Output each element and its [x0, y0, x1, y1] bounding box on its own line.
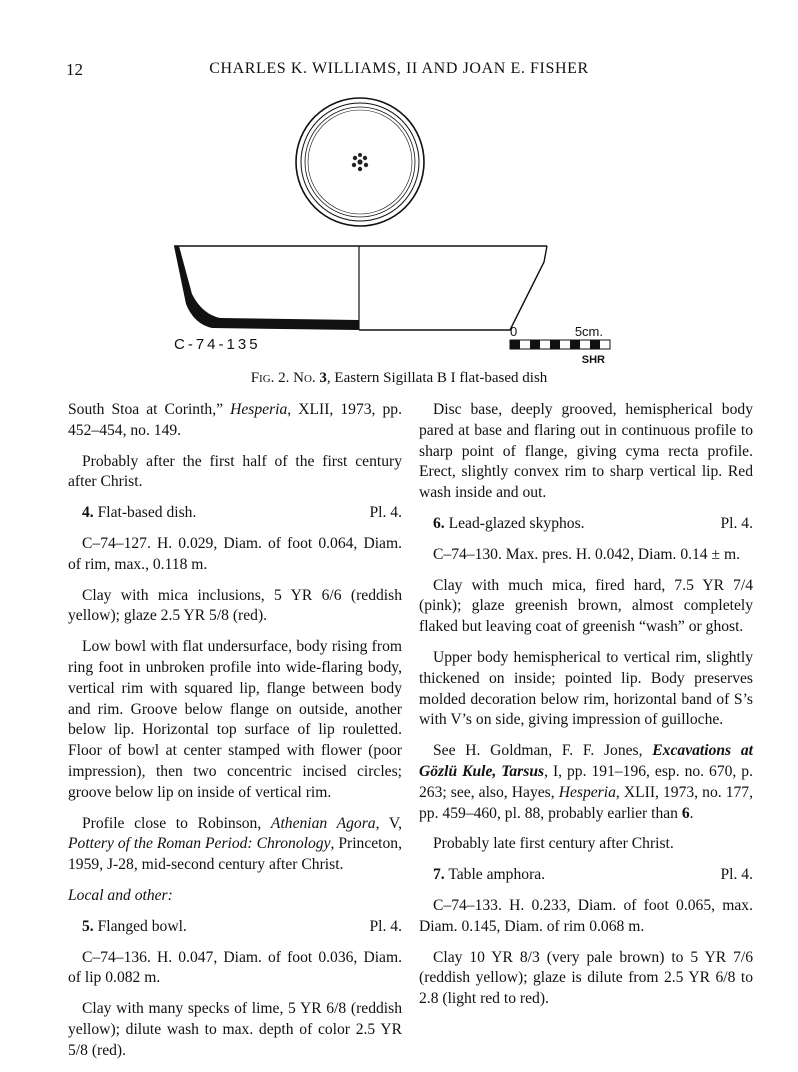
draftsman-initials: SHR — [581, 354, 605, 366]
page-number: 12 — [66, 60, 83, 79]
caption-text: , Eastern Sigillata B I flat-based dish — [326, 370, 548, 386]
plate-ref: Pl. 4. — [369, 504, 402, 522]
paragraph: See H. Goldman, F. F. Jones, Excavations at Gözlü Kule, Tarsus, I, pp. 191–196, esp. no. 670, p. 263; see, also, Hayes, Hesperia, XLII, 1973, no. 177, pp. 459–460, pl. 88, probably earlier than 6. — [419, 742, 753, 822]
dish-profile — [174, 246, 547, 330]
left-column — [68, 400, 402, 1072]
caption-prefix: Fig. 2. No. — [250, 370, 320, 386]
paragraph: Disc base, deeply grooved, hemispherical body pared at base and flaring out in continuous profile to sharp point of flange, giving cyma recta profile. Erect, slightly convex rim to sharp vertical lip. Red wash inside and out. — [419, 401, 753, 502]
stamp-flower — [352, 153, 368, 171]
plate-ref: Pl. 4. — [720, 866, 753, 884]
entry-heading-4: 4. Flat-based dish. Pl. 4. — [68, 503, 402, 524]
caption-number: 3 — [319, 370, 327, 386]
scale-bar — [510, 324, 610, 366]
entry-heading-6: 6. Lead-glazed skyphos. Pl. 4. — [419, 514, 753, 535]
paragraph: Clay with much mica, fired hard, 7.5 YR 7/4 (pink); glaze greenish brown, almost completely flaked but leaving coat of greenish “wash” or ghost. — [419, 576, 753, 636]
paragraph: Probably after the first half of the first century after Christ. — [68, 452, 402, 491]
paragraph: C–74–136. H. 0.047, Diam. of foot 0.036, Diam. of lip 0.082 m. — [68, 948, 402, 987]
paragraph: South Stoa at Corinth,” Hesperia, XLII, 1973, pp. 452–454, no. 149. — [68, 401, 402, 439]
page-header — [0, 60, 798, 86]
scale-five: 5cm. — [574, 324, 603, 339]
paragraph: C–74–127. H. 0.029, Diam. of foot 0.064, Diam. of rim, max., 0.118 m. — [68, 534, 402, 573]
figure-caption — [0, 370, 798, 387]
paragraph: Upper body hemispherical to vertical rim, slightly thickened on inside; pointed lip. Body preserves molded decoration below rim, horizontal band of S’s with V’s on side, giving impression of guilloche. — [419, 648, 753, 729]
paragraph: C–74–133. H. 0.233, Diam. of foot 0.065, max. Diam. 0.145, Diam. of rim 0.068 m. — [419, 896, 753, 935]
section-heading: Local and other: — [68, 886, 173, 904]
plate-ref: Pl. 4. — [369, 917, 402, 935]
plate-ref: Pl. 4. — [720, 514, 753, 532]
paragraph: Clay with many specks of lime, 5 YR 6/8 (reddish yellow); dilute wash to max. depth of color 2.5 YR 5/8 (red). — [68, 1000, 402, 1059]
paragraph: Profile close to Robinson, Athenian Agora, V, Pottery of the Roman Period: Chronology, Princeton, 1959, J-28, mid-second century after Christ. — [68, 814, 402, 874]
pottery-drawing — [160, 94, 605, 369]
entry-heading-5: 5. Flanged bowl. Pl. 4. — [68, 917, 402, 938]
paragraph: Clay 10 YR 8/3 (very pale brown) to 5 YR 7/6 (reddish yellow); glaze is dilute from 2.5 YR 6/8 to 2.8 (light red to red). — [419, 948, 753, 1008]
entry-heading-7: 7. Table amphora. Pl. 4. — [419, 865, 753, 886]
running-head: CHARLES K. WILLIAMS, II AND JOAN E. FISHER — [209, 60, 589, 77]
paragraph: Probably late first century after Christ. — [433, 835, 674, 853]
scale-zero: 0 — [510, 324, 518, 339]
right-column — [419, 400, 753, 1020]
paragraph: Low bowl with flat undersurface, body rising from ring foot in unbroken profile into wide-flaring body, vertical rim with squared lip, flange between body and rim. Groove below flange on outside, another below lip. Horizontal top surface of lip rouletted. Floor of bowl at center stamped with flower (poor impression), then two concentric incised circles; groove below lip on inside of vertical rim. — [68, 638, 402, 801]
paragraph: Clay with mica inclusions, 5 YR 6/6 (reddish yellow); glaze 2.5 YR 5/8 (red). — [68, 586, 402, 625]
paragraph: C–74–130. Max. pres. H. 0.042, Diam. 0.14 ± m. — [433, 545, 740, 563]
inventory-label: C-74-135 — [174, 336, 261, 353]
